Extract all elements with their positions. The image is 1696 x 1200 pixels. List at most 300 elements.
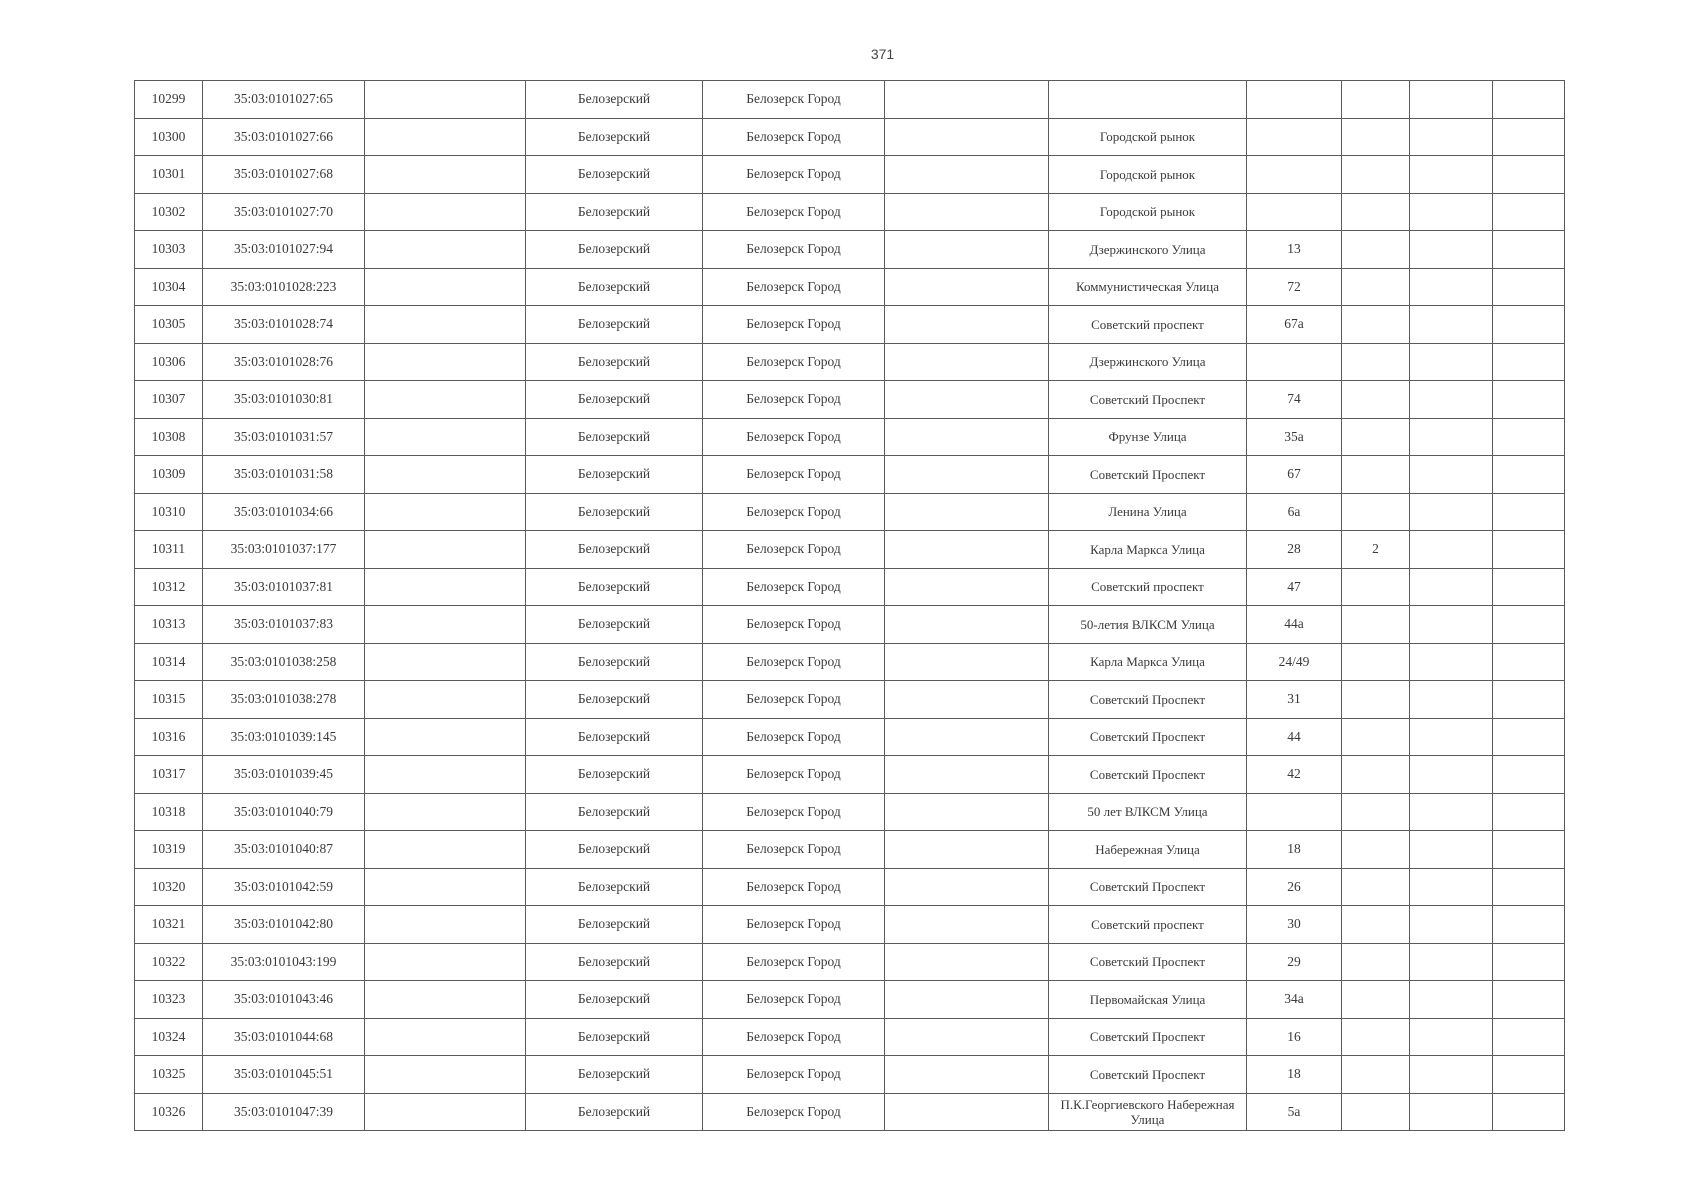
locality-cell: Белозерск Город [703, 868, 885, 906]
cadastral-number-cell: 35:03:0101027:70 [203, 193, 365, 231]
table-row [135, 756, 1565, 794]
empty-cell [1493, 418, 1565, 456]
street-cell: Дзержинского Улица [1049, 343, 1247, 381]
empty-cell [365, 118, 526, 156]
street-cell: Городской рынок [1049, 193, 1247, 231]
empty-cell [1493, 306, 1565, 344]
empty-cell [885, 381, 1049, 419]
building-number-cell [1342, 381, 1410, 419]
empty-cell [365, 493, 526, 531]
row-number-cell: 10322 [135, 943, 203, 981]
empty-cell [1493, 1056, 1565, 1094]
row-number-cell: 10305 [135, 306, 203, 344]
locality-cell: Белозерск Город [703, 831, 885, 869]
cadastral-number-cell: 35:03:0101031:58 [203, 456, 365, 494]
house-number-cell: 13 [1247, 231, 1342, 269]
cadastral-number-cell: 35:03:0101027:94 [203, 231, 365, 269]
cadastral-number-cell: 35:03:0101043:199 [203, 943, 365, 981]
row-number-cell: 10303 [135, 231, 203, 269]
table-row [135, 906, 1565, 944]
empty-cell [1410, 831, 1493, 869]
street-cell: Советский Проспект [1049, 718, 1247, 756]
house-number-cell: 42 [1247, 756, 1342, 794]
house-number-cell [1247, 343, 1342, 381]
house-number-cell: 47 [1247, 568, 1342, 606]
empty-cell [885, 1093, 1049, 1131]
empty-cell [1493, 906, 1565, 944]
district-cell: Белозерский [526, 381, 703, 419]
row-number-cell: 10301 [135, 156, 203, 194]
building-number-cell: 2 [1342, 531, 1410, 569]
empty-cell [885, 606, 1049, 644]
empty-cell [885, 906, 1049, 944]
table-row [135, 231, 1565, 269]
empty-cell [885, 981, 1049, 1019]
empty-cell [1410, 381, 1493, 419]
empty-cell [1410, 606, 1493, 644]
street-cell: Советский Проспект [1049, 681, 1247, 719]
building-number-cell [1342, 606, 1410, 644]
table-row [135, 1018, 1565, 1056]
empty-cell [1410, 156, 1493, 194]
cadastral-number-cell: 35:03:0101040:79 [203, 793, 365, 831]
empty-cell [365, 606, 526, 644]
district-cell: Белозерский [526, 118, 703, 156]
empty-cell [365, 456, 526, 494]
street-cell: Карла Маркса Улица [1049, 643, 1247, 681]
cadastral-number-cell: 35:03:0101044:68 [203, 1018, 365, 1056]
locality-cell: Белозерск Город [703, 606, 885, 644]
building-number-cell [1342, 906, 1410, 944]
empty-cell [365, 381, 526, 419]
empty-cell [1493, 531, 1565, 569]
house-number-cell: 72 [1247, 268, 1342, 306]
empty-cell [1410, 943, 1493, 981]
empty-cell [1493, 156, 1565, 194]
empty-cell [365, 943, 526, 981]
cadastral-number-cell: 35:03:0101047:39 [203, 1093, 365, 1131]
empty-cell [885, 418, 1049, 456]
district-cell: Белозерский [526, 531, 703, 569]
street-cell: Городской рынок [1049, 156, 1247, 194]
table-row [135, 568, 1565, 606]
row-number-cell: 10304 [135, 268, 203, 306]
district-cell: Белозерский [526, 418, 703, 456]
empty-cell [1410, 681, 1493, 719]
building-number-cell [1342, 793, 1410, 831]
table-body [135, 81, 1565, 1131]
empty-cell [885, 568, 1049, 606]
building-number-cell [1342, 118, 1410, 156]
page-number: 371 [870, 46, 895, 62]
empty-cell [885, 681, 1049, 719]
house-number-cell [1247, 193, 1342, 231]
empty-cell [365, 306, 526, 344]
table-row [135, 531, 1565, 569]
empty-cell [1493, 381, 1565, 419]
house-number-cell: 18 [1247, 831, 1342, 869]
house-number-cell [1247, 156, 1342, 194]
street-cell: Карла Маркса Улица [1049, 531, 1247, 569]
empty-cell [365, 343, 526, 381]
district-cell: Белозерский [526, 981, 703, 1019]
locality-cell: Белозерск Город [703, 1018, 885, 1056]
cadastral-number-cell: 35:03:0101028:223 [203, 268, 365, 306]
building-number-cell [1342, 1093, 1410, 1131]
house-number-cell: 18 [1247, 1056, 1342, 1094]
empty-cell [1493, 831, 1565, 869]
house-number-cell [1247, 793, 1342, 831]
district-cell: Белозерский [526, 568, 703, 606]
house-number-cell: 44 [1247, 718, 1342, 756]
district-cell: Белозерский [526, 493, 703, 531]
house-number-cell: 28 [1247, 531, 1342, 569]
empty-cell [885, 756, 1049, 794]
empty-cell [1493, 756, 1565, 794]
locality-cell: Белозерск Город [703, 156, 885, 194]
empty-cell [1410, 306, 1493, 344]
cadastral-number-cell: 35:03:0101045:51 [203, 1056, 365, 1094]
locality-cell: Белозерск Город [703, 343, 885, 381]
empty-cell [365, 831, 526, 869]
building-number-cell [1342, 681, 1410, 719]
row-number-cell: 10314 [135, 643, 203, 681]
empty-cell [885, 156, 1049, 194]
locality-cell: Белозерск Город [703, 793, 885, 831]
building-number-cell [1342, 418, 1410, 456]
street-cell: Советский проспект [1049, 906, 1247, 944]
cadastral-number-cell: 35:03:0101043:46 [203, 981, 365, 1019]
locality-cell: Белозерск Город [703, 643, 885, 681]
district-cell: Белозерский [526, 1018, 703, 1056]
district-cell: Белозерский [526, 868, 703, 906]
street-cell: Дзержинского Улица [1049, 231, 1247, 269]
empty-cell [365, 1018, 526, 1056]
empty-cell [1410, 268, 1493, 306]
street-cell: Городской рынок [1049, 118, 1247, 156]
cadastral-number-cell: 35:03:0101042:59 [203, 868, 365, 906]
locality-cell: Белозерск Город [703, 1093, 885, 1131]
street-cell: Ленина Улица [1049, 493, 1247, 531]
street-cell: Первомайская Улица [1049, 981, 1247, 1019]
empty-cell [1493, 1093, 1565, 1131]
empty-cell [1410, 1056, 1493, 1094]
empty-cell [885, 643, 1049, 681]
street-cell [1049, 81, 1247, 119]
empty-cell [365, 568, 526, 606]
locality-cell: Белозерск Город [703, 681, 885, 719]
table-row [135, 268, 1565, 306]
empty-cell [1410, 456, 1493, 494]
district-cell: Белозерский [526, 268, 703, 306]
house-number-cell: 67 [1247, 456, 1342, 494]
building-number-cell [1342, 831, 1410, 869]
district-cell: Белозерский [526, 718, 703, 756]
cadastral-number-cell: 35:03:0101027:66 [203, 118, 365, 156]
building-number-cell [1342, 456, 1410, 494]
cadastral-number-cell: 35:03:0101037:81 [203, 568, 365, 606]
cadastral-number-cell: 35:03:0101038:258 [203, 643, 365, 681]
empty-cell [1493, 1018, 1565, 1056]
house-number-cell: 26 [1247, 868, 1342, 906]
street-cell: Советский Проспект [1049, 456, 1247, 494]
building-number-cell [1342, 231, 1410, 269]
building-number-cell [1342, 943, 1410, 981]
district-cell: Белозерский [526, 831, 703, 869]
street-cell: Советский проспект [1049, 306, 1247, 344]
empty-cell [1493, 231, 1565, 269]
table-row [135, 831, 1565, 869]
empty-cell [885, 868, 1049, 906]
table-row [135, 943, 1565, 981]
empty-cell [365, 231, 526, 269]
house-number-cell [1247, 118, 1342, 156]
cadastral-number-cell: 35:03:0101031:57 [203, 418, 365, 456]
cadastral-number-cell: 35:03:0101027:68 [203, 156, 365, 194]
house-number-cell: 35а [1247, 418, 1342, 456]
row-number-cell: 10326 [135, 1093, 203, 1131]
empty-cell [1493, 868, 1565, 906]
cadastral-number-cell: 35:03:0101030:81 [203, 381, 365, 419]
street-cell: Набережная Улица [1049, 831, 1247, 869]
empty-cell [1493, 193, 1565, 231]
empty-cell [1410, 756, 1493, 794]
house-number-cell: 34а [1247, 981, 1342, 1019]
building-number-cell [1342, 306, 1410, 344]
empty-cell [1493, 456, 1565, 494]
building-number-cell [1342, 268, 1410, 306]
empty-cell [1410, 118, 1493, 156]
empty-cell [365, 906, 526, 944]
table-row [135, 193, 1565, 231]
row-number-cell: 10317 [135, 756, 203, 794]
district-cell: Белозерский [526, 756, 703, 794]
empty-cell [885, 718, 1049, 756]
locality-cell: Белозерск Город [703, 906, 885, 944]
empty-cell [1410, 193, 1493, 231]
row-number-cell: 10316 [135, 718, 203, 756]
cadastral-number-cell: 35:03:0101037:83 [203, 606, 365, 644]
empty-cell [1410, 643, 1493, 681]
table-row [135, 643, 1565, 681]
locality-cell: Белозерск Город [703, 381, 885, 419]
empty-cell [365, 681, 526, 719]
empty-cell [1410, 906, 1493, 944]
table-row [135, 343, 1565, 381]
street-cell: Советский Проспект [1049, 1018, 1247, 1056]
empty-cell [885, 943, 1049, 981]
house-number-cell: 24/49 [1247, 643, 1342, 681]
building-number-cell [1342, 868, 1410, 906]
empty-cell [885, 231, 1049, 269]
table-row [135, 306, 1565, 344]
empty-cell [1410, 981, 1493, 1019]
street-cell: Советский Проспект [1049, 756, 1247, 794]
district-cell: Белозерский [526, 1056, 703, 1094]
house-number-cell: 16 [1247, 1018, 1342, 1056]
building-number-cell [1342, 81, 1410, 119]
locality-cell: Белозерск Город [703, 718, 885, 756]
table-row [135, 456, 1565, 494]
building-number-cell [1342, 756, 1410, 794]
building-number-cell [1342, 643, 1410, 681]
row-number-cell: 10324 [135, 1018, 203, 1056]
street-cell: 50 лет ВЛКСМ Улица [1049, 793, 1247, 831]
table-row [135, 381, 1565, 419]
locality-cell: Белозерск Город [703, 268, 885, 306]
street-cell: П.К.Георгиевского Набережная Улица [1049, 1093, 1247, 1131]
locality-cell: Белозерск Город [703, 456, 885, 494]
empty-cell [1493, 793, 1565, 831]
row-number-cell: 10310 [135, 493, 203, 531]
empty-cell [365, 718, 526, 756]
cadastral-number-cell: 35:03:0101042:80 [203, 906, 365, 944]
table-row [135, 793, 1565, 831]
empty-cell [1493, 568, 1565, 606]
house-number-cell: 44а [1247, 606, 1342, 644]
district-cell: Белозерский [526, 456, 703, 494]
house-number-cell: 67а [1247, 306, 1342, 344]
row-number-cell: 10313 [135, 606, 203, 644]
empty-cell [885, 1018, 1049, 1056]
building-number-cell [1342, 1056, 1410, 1094]
district-cell: Белозерский [526, 793, 703, 831]
row-number-cell: 10309 [135, 456, 203, 494]
row-number-cell: 10302 [135, 193, 203, 231]
table-row [135, 493, 1565, 531]
empty-cell [1493, 268, 1565, 306]
empty-cell [1493, 493, 1565, 531]
empty-cell [365, 643, 526, 681]
empty-cell [1410, 868, 1493, 906]
table-row [135, 606, 1565, 644]
district-cell: Белозерский [526, 193, 703, 231]
table-row [135, 81, 1565, 119]
empty-cell [365, 418, 526, 456]
table-row [135, 418, 1565, 456]
row-number-cell: 10299 [135, 81, 203, 119]
cadastral-number-cell: 35:03:0101038:278 [203, 681, 365, 719]
district-cell: Белозерский [526, 81, 703, 119]
district-cell: Белозерский [526, 606, 703, 644]
row-number-cell: 10323 [135, 981, 203, 1019]
cadastral-number-cell: 35:03:0101039:45 [203, 756, 365, 794]
table-row [135, 1056, 1565, 1094]
row-number-cell: 10312 [135, 568, 203, 606]
empty-cell [365, 793, 526, 831]
locality-cell: Белозерск Город [703, 418, 885, 456]
district-cell: Белозерский [526, 906, 703, 944]
house-number-cell: 6а [1247, 493, 1342, 531]
street-cell: 50-летия ВЛКСМ Улица [1049, 606, 1247, 644]
table-row [135, 718, 1565, 756]
empty-cell [1410, 418, 1493, 456]
locality-cell: Белозерск Город [703, 531, 885, 569]
empty-cell [365, 1056, 526, 1094]
empty-cell [365, 156, 526, 194]
empty-cell [1493, 943, 1565, 981]
cadastral-number-cell: 35:03:0101037:177 [203, 531, 365, 569]
empty-cell [885, 343, 1049, 381]
empty-cell [1493, 981, 1565, 1019]
building-number-cell [1342, 493, 1410, 531]
empty-cell [365, 81, 526, 119]
empty-cell [1493, 606, 1565, 644]
table-row [135, 681, 1565, 719]
empty-cell [365, 268, 526, 306]
empty-cell [1410, 231, 1493, 269]
street-cell: Советский проспект [1049, 568, 1247, 606]
empty-cell [1410, 493, 1493, 531]
cadastral-number-cell: 35:03:0101034:66 [203, 493, 365, 531]
district-cell: Белозерский [526, 1093, 703, 1131]
building-number-cell [1342, 718, 1410, 756]
row-number-cell: 10300 [135, 118, 203, 156]
empty-cell [1493, 118, 1565, 156]
empty-cell [365, 868, 526, 906]
table-row [135, 981, 1565, 1019]
building-number-cell [1342, 1018, 1410, 1056]
empty-cell [885, 493, 1049, 531]
empty-cell [1410, 568, 1493, 606]
row-number-cell: 10315 [135, 681, 203, 719]
cadastral-number-cell: 35:03:0101028:76 [203, 343, 365, 381]
empty-cell [1410, 718, 1493, 756]
row-number-cell: 10319 [135, 831, 203, 869]
district-cell: Белозерский [526, 306, 703, 344]
empty-cell [885, 456, 1049, 494]
empty-cell [885, 831, 1049, 869]
row-number-cell: 10320 [135, 868, 203, 906]
house-number-cell: 74 [1247, 381, 1342, 419]
locality-cell: Белозерск Город [703, 943, 885, 981]
district-cell: Белозерский [526, 231, 703, 269]
street-cell: Коммунистическая Улица [1049, 268, 1247, 306]
locality-cell: Белозерск Город [703, 81, 885, 119]
house-number-cell: 5а [1247, 1093, 1342, 1131]
empty-cell [885, 193, 1049, 231]
empty-cell [1493, 643, 1565, 681]
house-number-cell [1247, 81, 1342, 119]
locality-cell: Белозерск Город [703, 756, 885, 794]
empty-cell [885, 118, 1049, 156]
empty-cell [885, 1056, 1049, 1094]
house-number-cell: 29 [1247, 943, 1342, 981]
empty-cell [1410, 81, 1493, 119]
row-number-cell: 10308 [135, 418, 203, 456]
cadastral-number-cell: 35:03:0101027:65 [203, 81, 365, 119]
empty-cell [885, 306, 1049, 344]
building-number-cell [1342, 343, 1410, 381]
locality-cell: Белозерск Город [703, 118, 885, 156]
row-number-cell: 10321 [135, 906, 203, 944]
empty-cell [1410, 531, 1493, 569]
street-cell: Фрунзе Улица [1049, 418, 1247, 456]
street-cell: Советский Проспект [1049, 1056, 1247, 1094]
empty-cell [885, 81, 1049, 119]
table-row [135, 1093, 1565, 1131]
district-cell: Белозерский [526, 156, 703, 194]
empty-cell [885, 793, 1049, 831]
empty-cell [885, 531, 1049, 569]
empty-cell [365, 756, 526, 794]
house-number-cell: 30 [1247, 906, 1342, 944]
street-cell: Советский Проспект [1049, 381, 1247, 419]
locality-cell: Белозерск Город [703, 1056, 885, 1094]
row-number-cell: 10311 [135, 531, 203, 569]
locality-cell: Белозерск Город [703, 306, 885, 344]
empty-cell [1493, 343, 1565, 381]
